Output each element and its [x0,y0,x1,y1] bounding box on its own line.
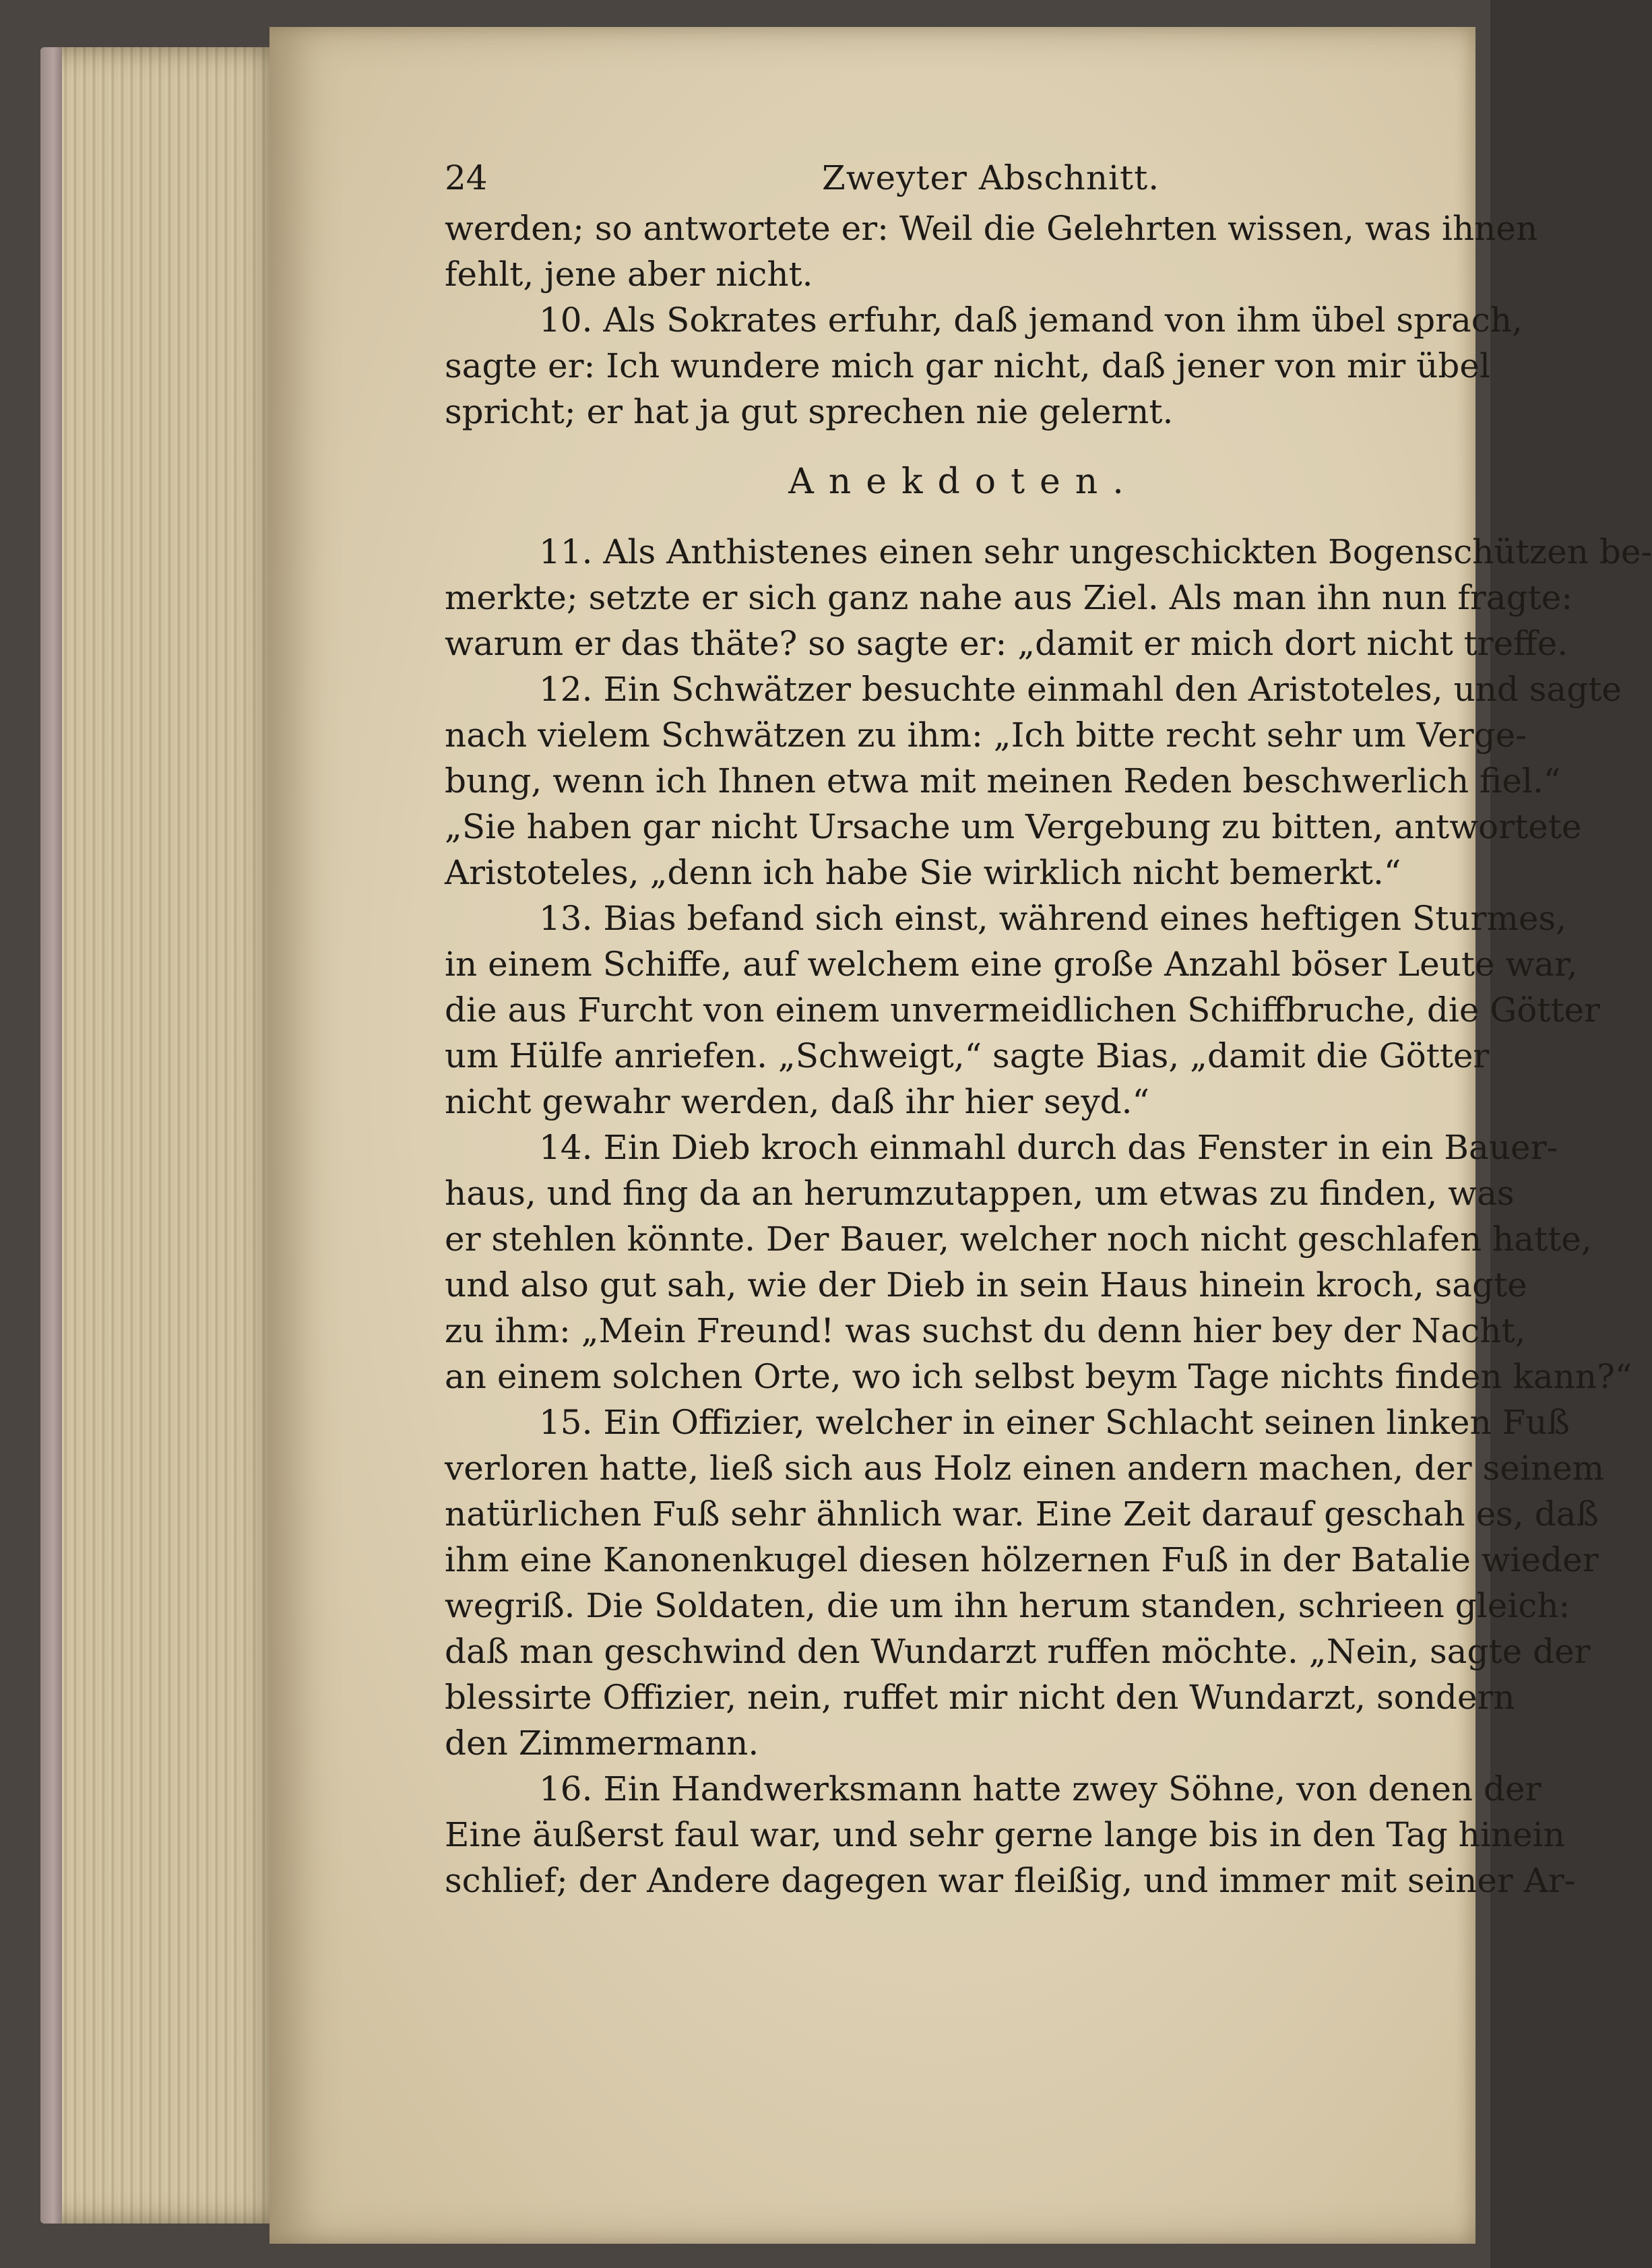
text-line: 15. Ein Offizier, welcher in einer Schlacht seinen linken Fuß [539,1403,1570,1442]
text-line: warum er das thäte? so sagte er: „damit er mich dort nicht treffe. [445,624,1568,663]
text-line: blessirte Offizier, nein, ruffet mir nicht den Wundarzt, sondern [445,1678,1515,1717]
text-line: ihm eine Kanonenkugel diesen hölzernen Fuß in der Batalie wieder [445,1540,1599,1579]
text-line: daß man geschwind den Wundarzt ruffen möchte. „Nein, sagte der [445,1632,1591,1671]
page-text [445,145,1652,1903]
text-line: zu ihm: „Mein Freund! was suchst du denn hier bey der Nacht, [445,1311,1526,1350]
text-line: haus, und fing da an herumzutappen, um etwas zu finden, was [445,1174,1515,1213]
text-line: verloren hatte, ließ sich aus Holz einen andern machen, der seinem [445,1449,1605,1488]
text-line: in einem Schiffe, auf welchem eine große Anzahl böser Leute war, [445,945,1578,984]
text-line: 16. Ein Handwerksmann hatte zwey Söhne, von denen der [539,1769,1542,1808]
text-line: 12. Ein Schwätzer besuchte einmahl den Aristoteles, und sagte [539,670,1622,709]
text-line: bung, wenn ich Ihnen etwa mit meinen Reden beschwerlich fiel.“ [445,761,1561,800]
text-line: wegriß. Die Soldaten, die um ihn herum standen, schrieen gleich: [445,1586,1570,1625]
text-line: Aristoteles, „denn ich habe Sie wirklich nicht bemerkt.“ [445,853,1401,892]
text-line: 13. Bias befand sich einst, während eines heftigen Sturmes, [539,899,1566,938]
page-number: 24 [445,158,488,197]
text-line: schlief; der Andere dagegen war fleißig, und immer mit seiner Ar- [445,1861,1576,1900]
text-line: sagte er: Ich wundere mich gar nicht, daß jener von mir übel [445,346,1490,385]
text-line: werden; so antwortete er: Weil die Gelehrten wissen, was ihnen [445,209,1538,248]
text-line: und also gut sah, wie der Dieb in sein Haus hinein kroch, sagte [445,1265,1527,1304]
text-line: „Sie haben gar nicht Ursache um Vergebung zu bitten, antwortete [445,807,1582,846]
text-line: nach vielem Schwätzen zu ihm: „Ich bitte recht sehr um Verge- [445,716,1527,755]
text-line: nicht gewahr werden, daß ihr hier seyd.“ [445,1082,1150,1121]
section-title: Anekdoten. [788,462,1139,502]
text-line: 14. Ein Dieb kroch einmahl durch das Fenster in ein Bauer- [539,1128,1558,1167]
text-line: natürlichen Fuß sehr ähnlich war. Eine Zeit darauf geschah es, daß [445,1494,1599,1534]
book-binding [40,47,62,2224]
text-line: er stehlen könnte. Der Bauer, welcher noch nicht geschlafen hatte, [445,1220,1592,1259]
text-line: um Hülfe anriefen. „Schweigt,“ sagte Bias, „damit die Götter [445,1036,1490,1075]
text-line: an einem solchen Orte, wo ich selbst beym Tage nichts finden kann?“ [445,1357,1632,1396]
text-line: fehlt, jene aber nicht. [445,255,813,294]
book-page [269,27,1652,2244]
text-line: den Zimmermann. [445,1724,759,1763]
text-line: die aus Furcht von einem unvermeidlichen Schiffbruche, die Götter [445,990,1601,1030]
text-line: 10. Als Sokrates erfuhr, daß jemand von ihm übel sprach, [539,301,1523,340]
text-line: Eine äußerst faul war, und sehr gerne lange bis in den Tag hinein [445,1815,1565,1854]
page-header [445,145,1455,206]
text-line: 11. Als Anthistenes einen sehr ungeschickten Bogenschützen be- [539,532,1652,571]
text-line: merkte; setzte er sich ganz nahe aus Ziel. Als man ihn nun fragte: [445,578,1573,617]
text-line: spricht; er hat ja gut sprechen nie gelernt. [445,392,1174,431]
page-stack-edge [40,47,283,2224]
running-title: Zweyter Abschnitt. [822,158,1160,197]
